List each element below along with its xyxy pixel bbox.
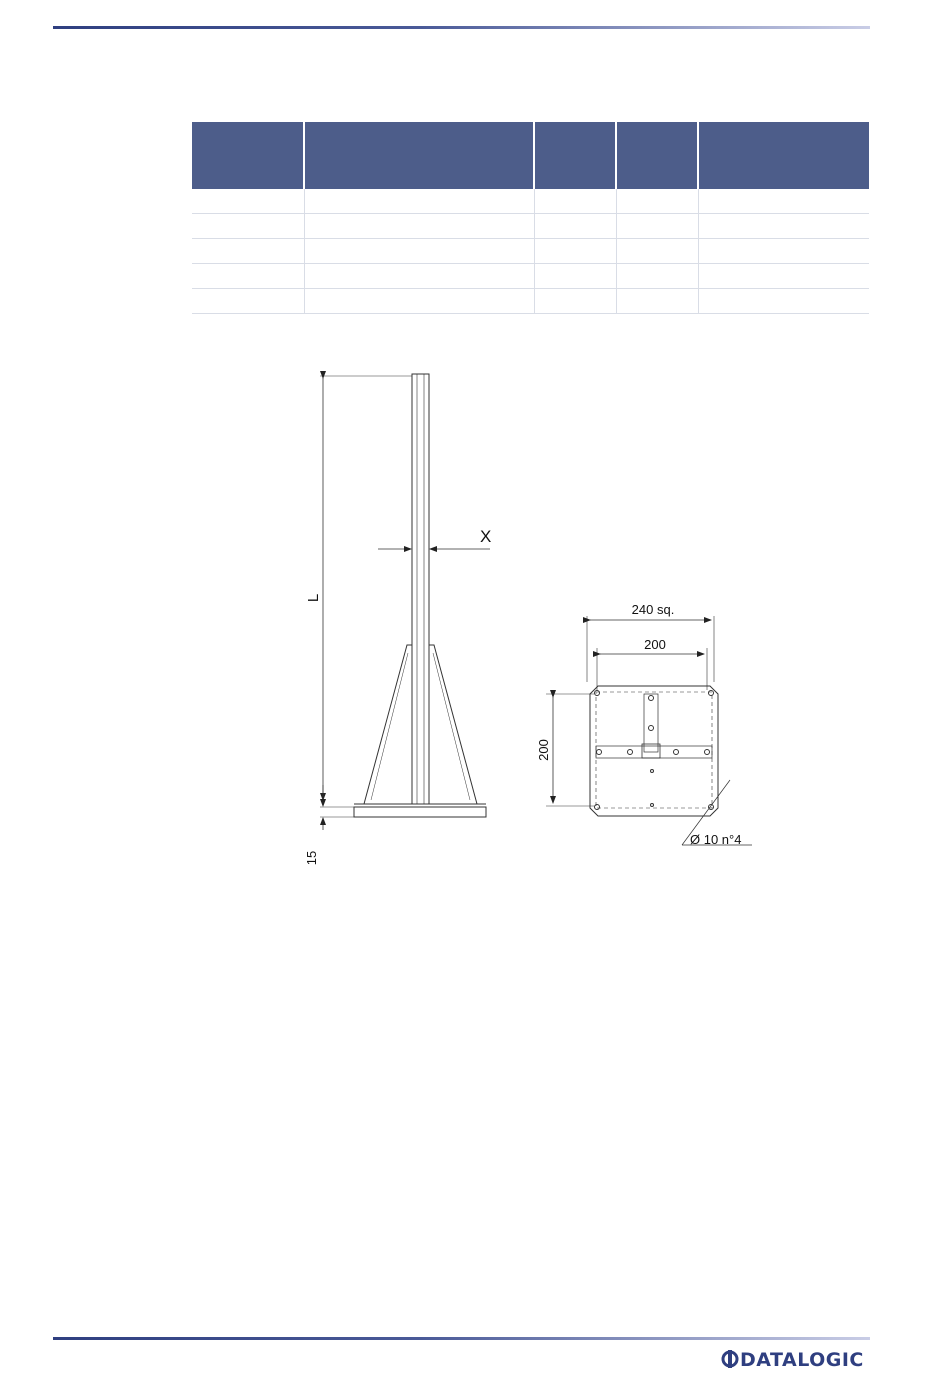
table-header-cell (534, 122, 616, 189)
logo-mark-icon (723, 1350, 737, 1368)
base-plate-top-view (590, 686, 718, 816)
table-cell (304, 214, 534, 239)
table-cell (616, 289, 698, 314)
table-cell (698, 289, 869, 314)
table-cell (304, 189, 534, 214)
table-cell (192, 214, 304, 239)
table-cell (534, 239, 616, 264)
table-cell (192, 239, 304, 264)
spec-table (192, 122, 869, 314)
table-header-row (192, 122, 869, 189)
table-header-cell (698, 122, 869, 189)
table-cell (616, 214, 698, 239)
logo-text: DATALOGIC (740, 1349, 864, 1371)
table-cell (534, 264, 616, 289)
table-cell (304, 264, 534, 289)
table-cell (698, 214, 869, 239)
width-label: X (480, 527, 492, 546)
table-cell (192, 289, 304, 314)
hole-spec-label: Ø 10 n°4 (690, 832, 742, 847)
table-row (192, 189, 869, 214)
table-cell (698, 239, 869, 264)
base-height-label: 15 (304, 850, 319, 866)
table-cell (534, 214, 616, 239)
table-row (192, 239, 869, 264)
table-cell (304, 289, 534, 314)
length-dimension (320, 376, 412, 830)
table-cell (192, 264, 304, 289)
plate-outer-label: 240 sq. (631, 602, 675, 617)
table-cell (534, 289, 616, 314)
stand-technical-drawing (290, 360, 770, 880)
table-cell (698, 189, 869, 214)
datalogic-logo (720, 1346, 870, 1372)
table-cell (616, 189, 698, 214)
table-cell (698, 264, 869, 289)
plate-holes-v-label: 200 (536, 739, 551, 761)
footer-rule (53, 1337, 870, 1340)
table-header-cell (616, 122, 698, 189)
header-rule (53, 26, 870, 29)
table-cell (534, 189, 616, 214)
table-header-cell (304, 122, 534, 189)
table-row (192, 289, 869, 314)
table-header-cell (192, 122, 304, 189)
table-cell (616, 264, 698, 289)
length-label: L (305, 593, 322, 603)
table-cell (616, 239, 698, 264)
table-cell (304, 239, 534, 264)
table-row (192, 264, 869, 289)
base-plate (354, 807, 486, 817)
table-row (192, 214, 869, 239)
post-outline (412, 374, 429, 804)
table-cell (192, 189, 304, 214)
plate-holes-h-label: 200 (644, 637, 666, 652)
